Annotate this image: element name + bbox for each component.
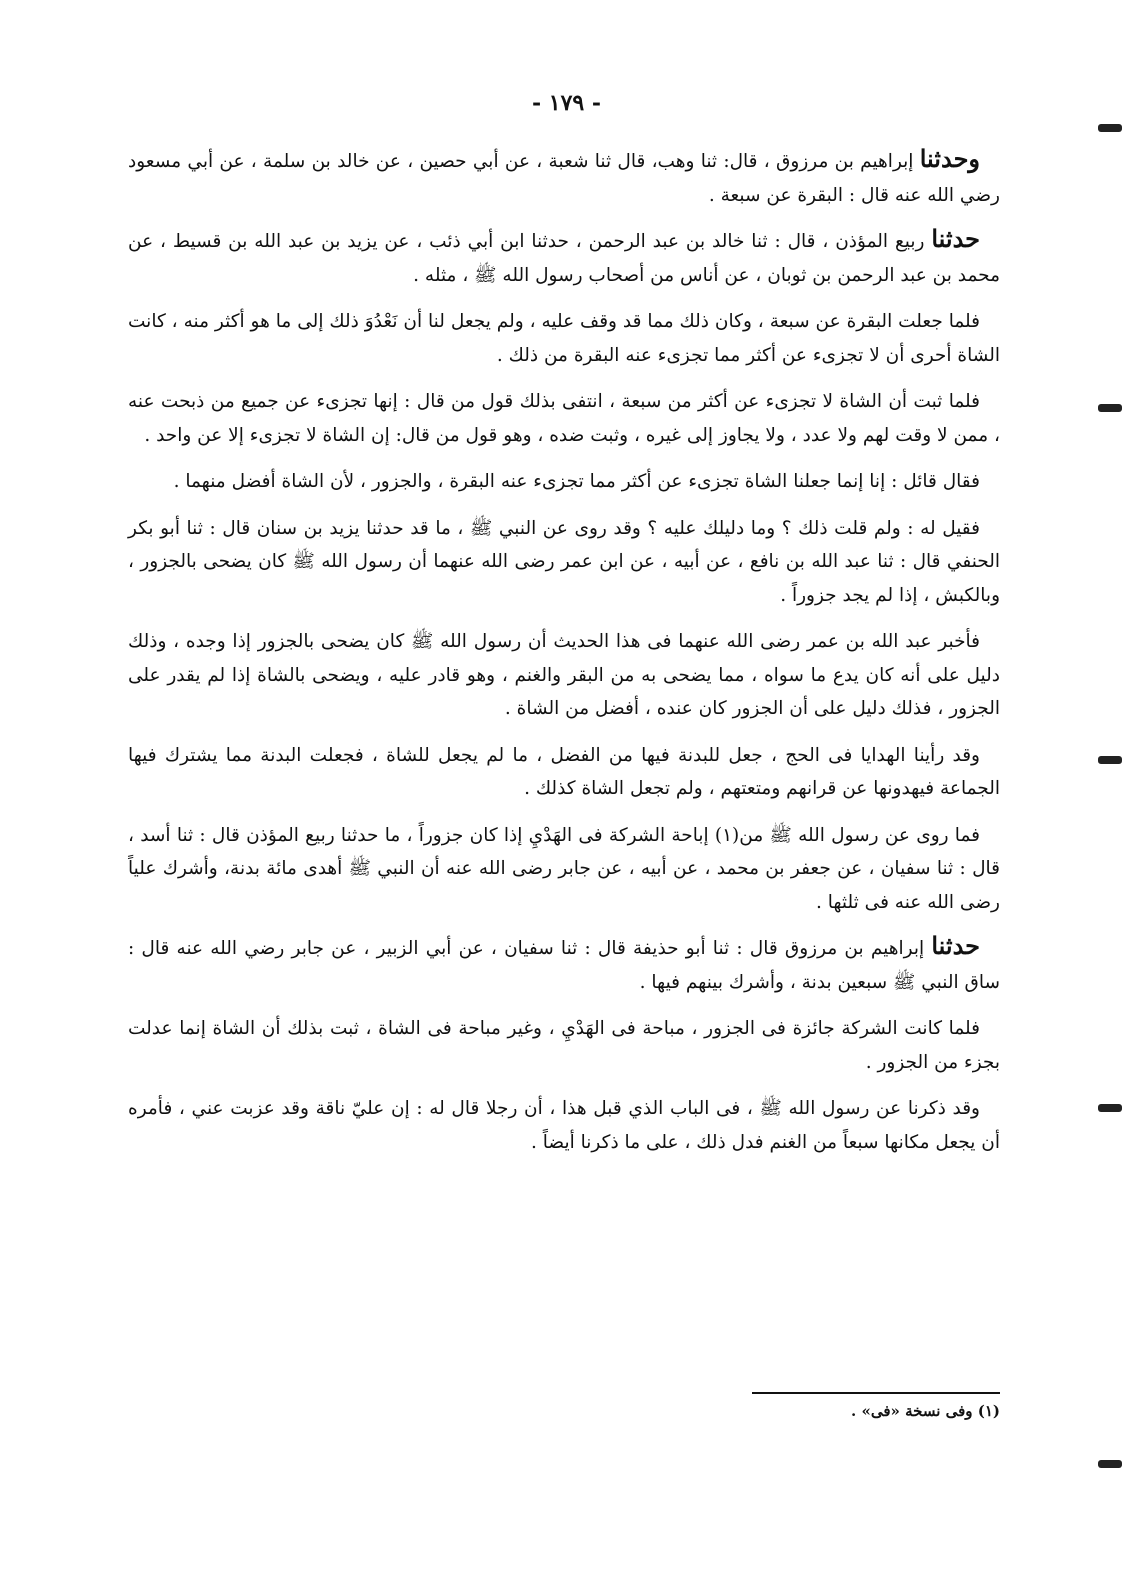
paragraph-text: فما روى عن رسول الله ﷺ من(١) إباحة الشركة فى الهَدْيِ إذا كان جزوراً ، ما حدثنا ربيع المؤذن قال : ثنا أسد ، قال : ثنا سفيان ، عن جعفر بن محمد ، عن أبيه ، عن جابر رضى الله عنه أن النبي ﷺ أهدى مائة بدنة، وأشرك علياً رضى الله عنه فى ثلثها .: [128, 824, 1000, 913]
paragraph-text: وقد ذكرنا عن رسول الله ﷺ ، فى الباب الذي قبل هذا ، أن رجلا قال له : إن عليّ ناقة وقد عزبت عني ، فأمره أن يجعل مكانها سبعاً من الغنم فدل ذلك ، على ما ذكرنا أيضاً .: [128, 1098, 1000, 1153]
page-edge-mark: [1098, 1460, 1122, 1468]
paragraph-text: فلما جعلت البقرة عن سبعة ، وكان ذلك مما قد وقف عليه ، ولم يجعل لنا أن نَعْدُوَ ذلك إلى ما هو أكثر منه ، كانت الشاة أحرى أن لا تجزىء عن أكثر مما تجزىء عنه البقرة من ذلك .: [128, 311, 1000, 366]
footnote-divider: [752, 1392, 1000, 1394]
paragraph-text: فقيل له : ولم قلت ذلك ؟ وما دليلك عليه ؟ وقد روى عن النبي ﷺ ، ما قد حدثنا يزيد بن سنان قال : ثنا أبو بكر الحنفي قال : ثنا عبد الله بن نافع ، عن أبيه ، عن ابن عمر رضى الله عنهما أن رسول الله ﷺ كان يضحى بالجزور ، وبالكبش ، إذا لم يجد جزوراً .: [128, 517, 1000, 606]
page-edge-mark: [1098, 404, 1122, 412]
paragraph-1: [128, 142, 1000, 212]
page-number: - ١٧٩ -: [531, 90, 602, 116]
paragraph-5: [128, 462, 1000, 499]
paragraph-text: فأخبر عبد الله بن عمر رضى الله عنهما فى هذا الحديث أن رسول الله ﷺ كان يضحى بالجزور إذا وجده ، وذلك دليل على أنه كان يدع ما سواه ، مما يضحى به من البقر والغنم ، وهو قادر عليه ، ويضحى بالشاة إذا لم يقدر على الجزور ، فذلك دليل على أن الجزور كان عنده ، أفضل من الشاة .: [128, 631, 1000, 719]
paragraph-3: [128, 302, 1000, 372]
paragraph-8: [128, 736, 1000, 806]
paragraph-text: ربيع المؤذن ، قال : ثنا خالد بن عبد الرحمن ، حدثنا ابن أبي ذئب ، عن يزيد بن عبد الله بن قسيط ، عن محمد بن عبد الرحمن بن ثوبان ، عن أناس من أصحاب رسول الله ﷺ ، مثله .: [128, 231, 1000, 286]
page-edge-mark: [1098, 756, 1122, 764]
paragraph-text: إبراهيم بن مرزوق ، قال: ثنا وهب، قال ثنا شعبة ، عن أبي حصين ، عن خالد بن سلمة ، عن أبي مسعود رضي الله عنه قال : البقرة عن سبعة .: [128, 151, 1000, 206]
paragraph-10: [128, 929, 1000, 999]
paragraph-text: فقال قائل : إنا إنما جعلنا الشاة تجزىء عن أكثر مما تجزىء عنه البقرة ، والجزور ، لأن الشاة أفضل منهما .: [173, 471, 980, 492]
paragraph-text: فلما كانت الشركة جائزة فى الجزور ، مباحة فى الهَدْيِ ، وغير مباحة فى الشاة ، ثبت بذلك أن الشاة إنما عدلت بجزء من الجزور .: [128, 1018, 1000, 1073]
footnote: (١) وفى نسخة «فى» .: [851, 1402, 1000, 1420]
paragraph-text: إبراهيم بن مرزوق قال : ثنا أبو حذيفة قال : ثنا سفيان ، عن أبي الزبير ، عن جابر رضي الله عنه قال : ساق النبي ﷺ سبعين بدنة ، وأشرك بينهم فيها .: [128, 938, 1000, 993]
paragraph-lead: حدثنا: [931, 931, 980, 960]
page-edge-mark: [1098, 1104, 1122, 1112]
paragraph-text: وقد رأينا الهدايا فى الحج ، جعل للبدنة فيها من الفضل ، ما لم يجعل للشاة ، فجعلت البدنة مما يشترك فيها الجماعة فيهدونها عن قرانهم ومتعتهم ، ولم تجعل الشاة كذلك .: [128, 744, 1000, 799]
page-edge-mark: [1098, 124, 1122, 132]
paragraph-text: فلما ثبت أن الشاة لا تجزىء عن أكثر من سبعة ، انتفى بذلك قول من قال : إنها تجزىء عن جميع من ذبحت عنه ، ممن لا وقت لهم ولا عدد ، ولا يجاوز إلى غيره ، وثبت ضده ، وهو قول من قال: إن الشاة لا تجزىء إلا عن واحد .: [128, 391, 1000, 446]
paragraph-7: [128, 622, 1000, 726]
paragraph-lead: وحدثنا: [919, 144, 980, 173]
paragraph-12: [128, 1089, 1000, 1159]
paragraph-lead: حدثنا: [931, 224, 980, 253]
main-text: [128, 142, 1000, 1169]
paragraph-9: [128, 816, 1000, 920]
paragraph-6: [128, 509, 1000, 613]
paragraph-11: [128, 1009, 1000, 1079]
paragraph-4: [128, 382, 1000, 452]
paragraph-2: [128, 222, 1000, 292]
